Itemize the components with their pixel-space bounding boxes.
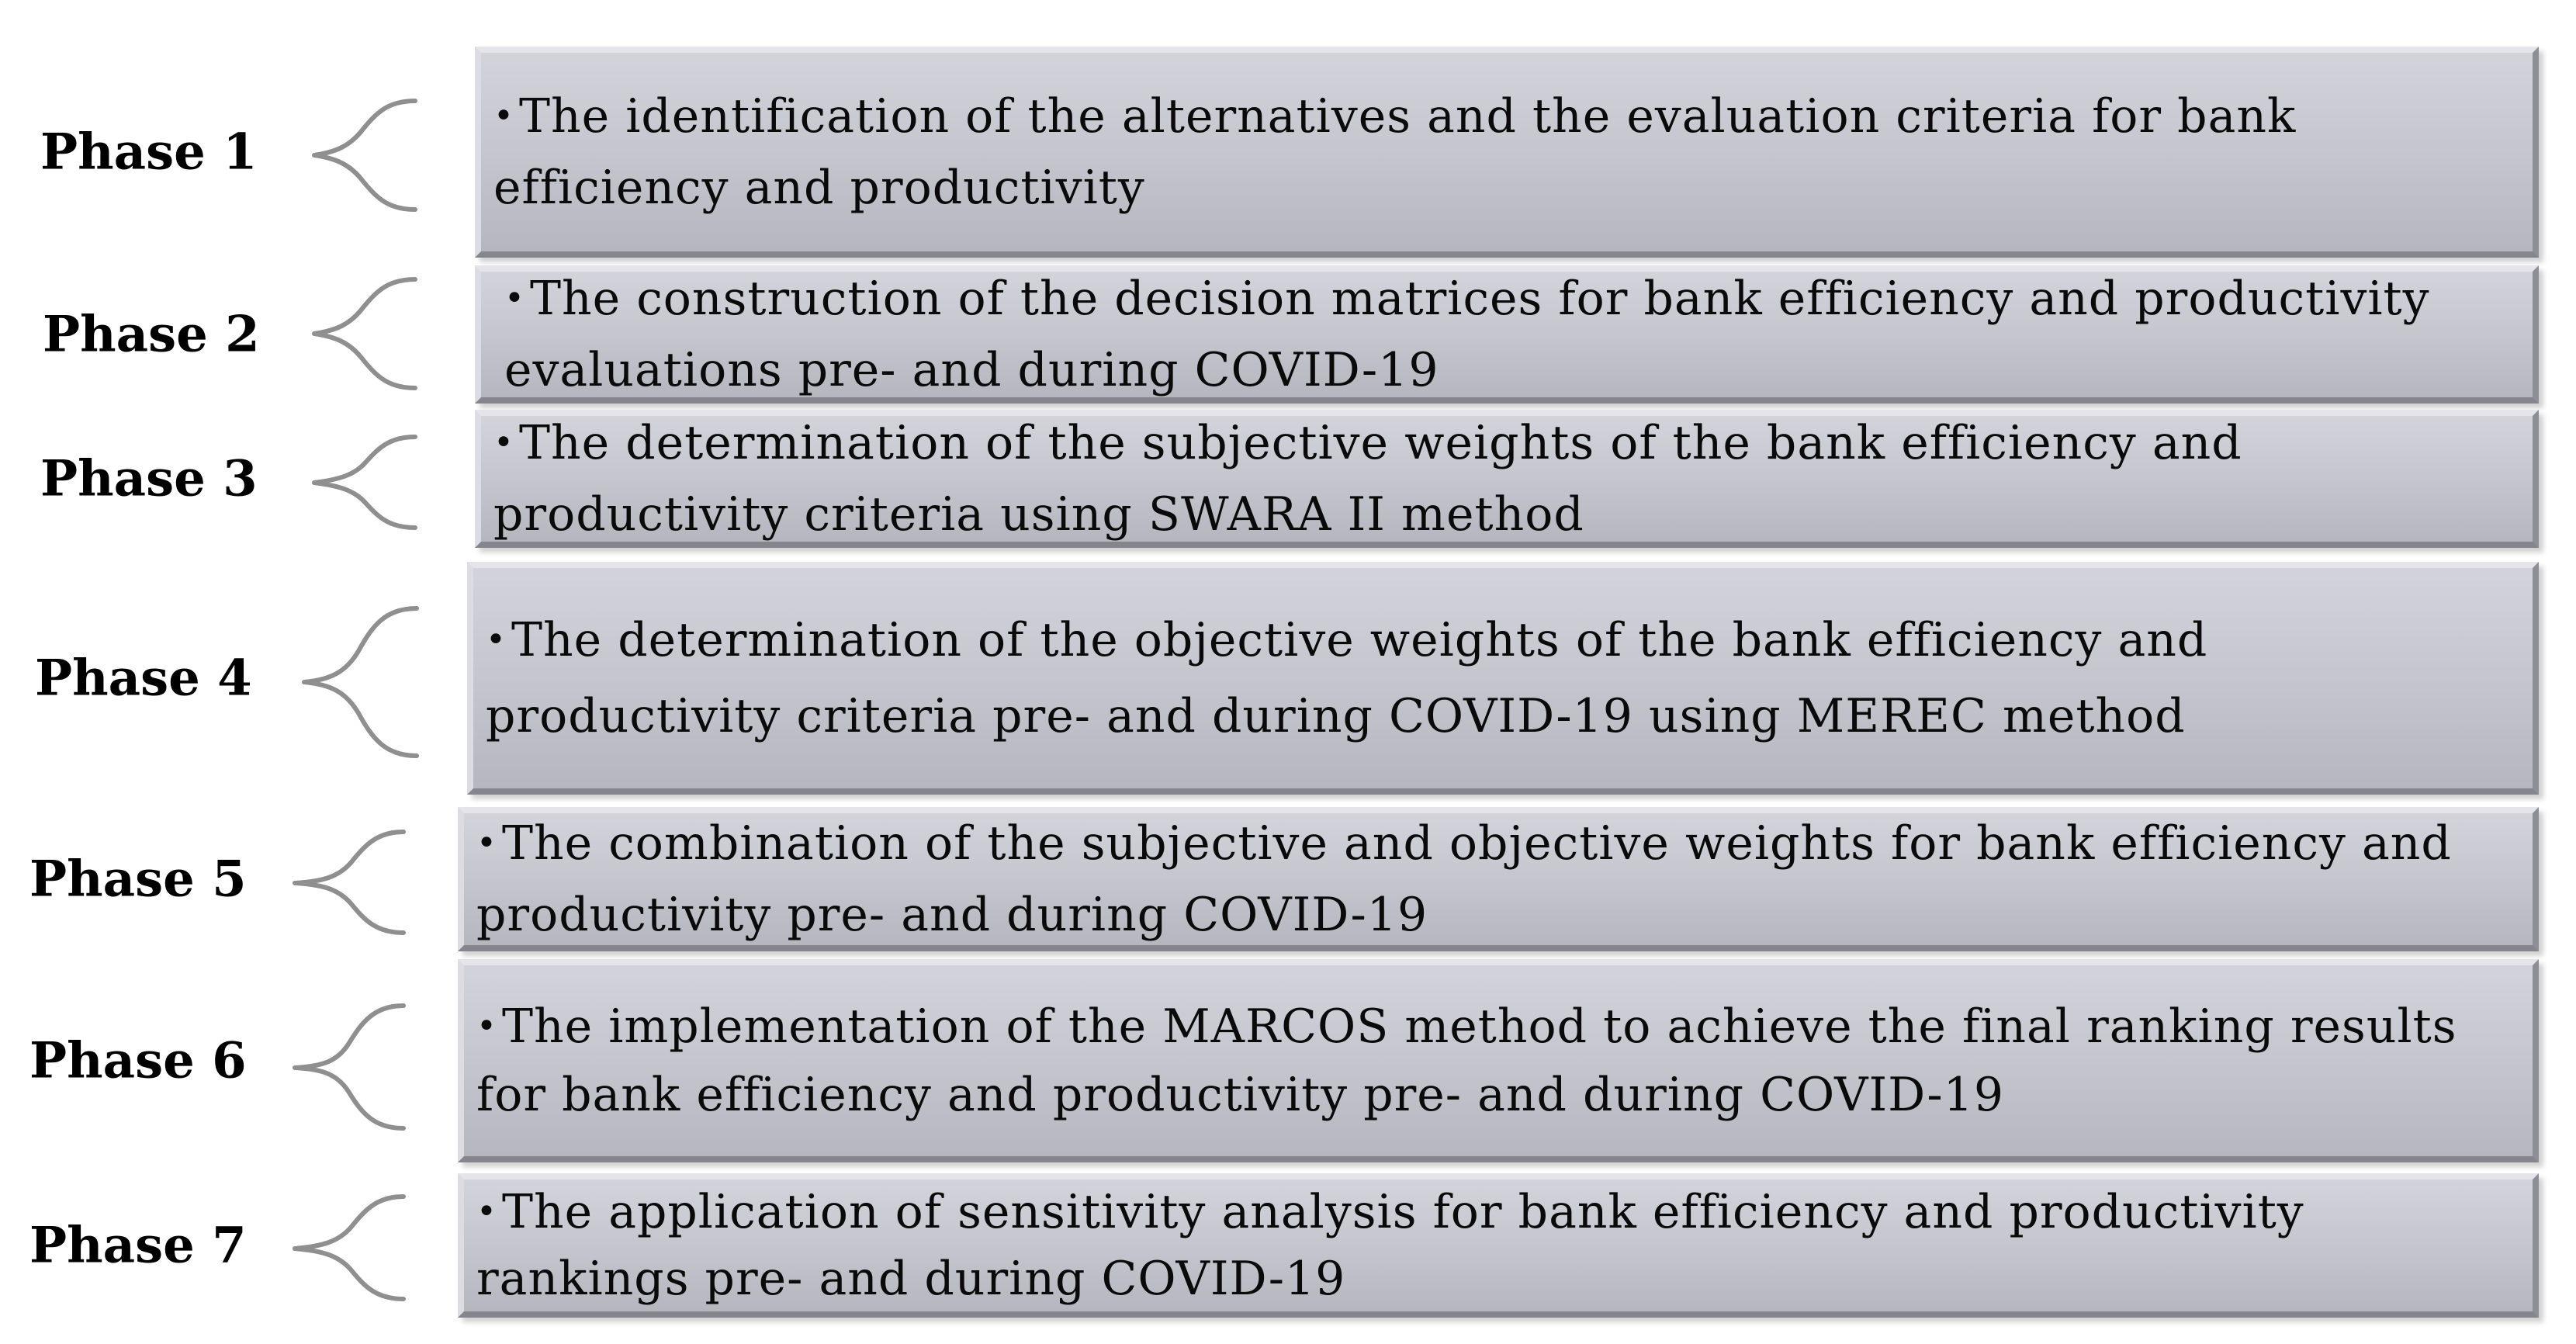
phase-row-1 xyxy=(0,47,2576,258)
phase-description-box xyxy=(458,807,2539,951)
curly-brace-icon xyxy=(299,410,454,548)
phase-description xyxy=(497,265,2509,404)
phase-label: Phase 5 xyxy=(29,850,247,909)
phase-description-text: The identification of the alternatives and the evaluation criteria for bank efficiency and productivity xyxy=(493,88,2297,216)
phase-description-text: The determination of the objective weights of the bank efficiency and productivity criteria pre- and during COVID-19 using MEREC method xyxy=(486,612,2208,744)
phase-label: Phase 4 xyxy=(35,649,252,708)
phase-description xyxy=(493,82,2509,222)
phase-row-2 xyxy=(0,265,2576,404)
phase-description-box xyxy=(475,265,2539,404)
phase-description xyxy=(486,604,2509,753)
phase-row-3 xyxy=(0,410,2576,548)
phase-description xyxy=(476,809,2509,949)
phase-description-text: The determination of the subjective weights of the bank efficiency and productivity criteria using SWARA II method xyxy=(493,415,2242,542)
phase-label: Phase 1 xyxy=(40,123,258,182)
phase-description-box xyxy=(467,562,2539,795)
phase-description xyxy=(476,1180,2509,1311)
curly-brace-icon xyxy=(279,1173,435,1318)
curly-brace-icon xyxy=(299,265,454,404)
phase-description xyxy=(493,409,2509,549)
phase-description-box xyxy=(475,47,2539,258)
bullet-icon: • xyxy=(493,423,514,463)
phase-description-text: The combination of the subjective and objective weights for bank efficiency and productivity pre- and during COVID-19 xyxy=(476,816,2452,943)
bullet-icon: • xyxy=(504,279,525,319)
bullet-icon: • xyxy=(486,620,507,660)
phase-description-text: The construction of the decision matrices for bank efficiency and productivity evaluations pre- and during COVID-19 xyxy=(504,271,2430,398)
phase-row-4 xyxy=(0,562,2576,795)
phase-label: Phase 3 xyxy=(40,449,258,508)
bullet-icon: • xyxy=(476,1192,497,1232)
phase-description-text: The application of sensitivity analysis for bank efficiency and productivity rankings pre- and during COVID-19 xyxy=(476,1184,2304,1307)
curly-brace-icon xyxy=(289,562,444,795)
phase-row-6 xyxy=(0,959,2576,1162)
phase-description-text: The implementation of the MARCOS method to achieve the final ranking results for bank efficiency and productivity pre- and during COVID-19 xyxy=(476,999,2457,1123)
phase-description-box xyxy=(458,1173,2539,1318)
phase-description-box xyxy=(458,959,2539,1162)
phase-label: Phase 7 xyxy=(29,1216,247,1275)
phase-description-box xyxy=(475,410,2539,548)
bullet-icon: • xyxy=(476,1006,497,1047)
phase-label: Phase 2 xyxy=(43,305,260,364)
curly-brace-icon xyxy=(299,47,454,258)
curly-brace-icon xyxy=(279,807,435,951)
phase-description xyxy=(476,994,2509,1128)
phase-label: Phase 6 xyxy=(29,1031,247,1090)
phase-row-5 xyxy=(0,807,2576,951)
bullet-icon: • xyxy=(493,96,514,137)
curly-brace-icon xyxy=(279,959,435,1162)
phase-row-7 xyxy=(0,1173,2576,1318)
bullet-icon: • xyxy=(476,823,497,864)
